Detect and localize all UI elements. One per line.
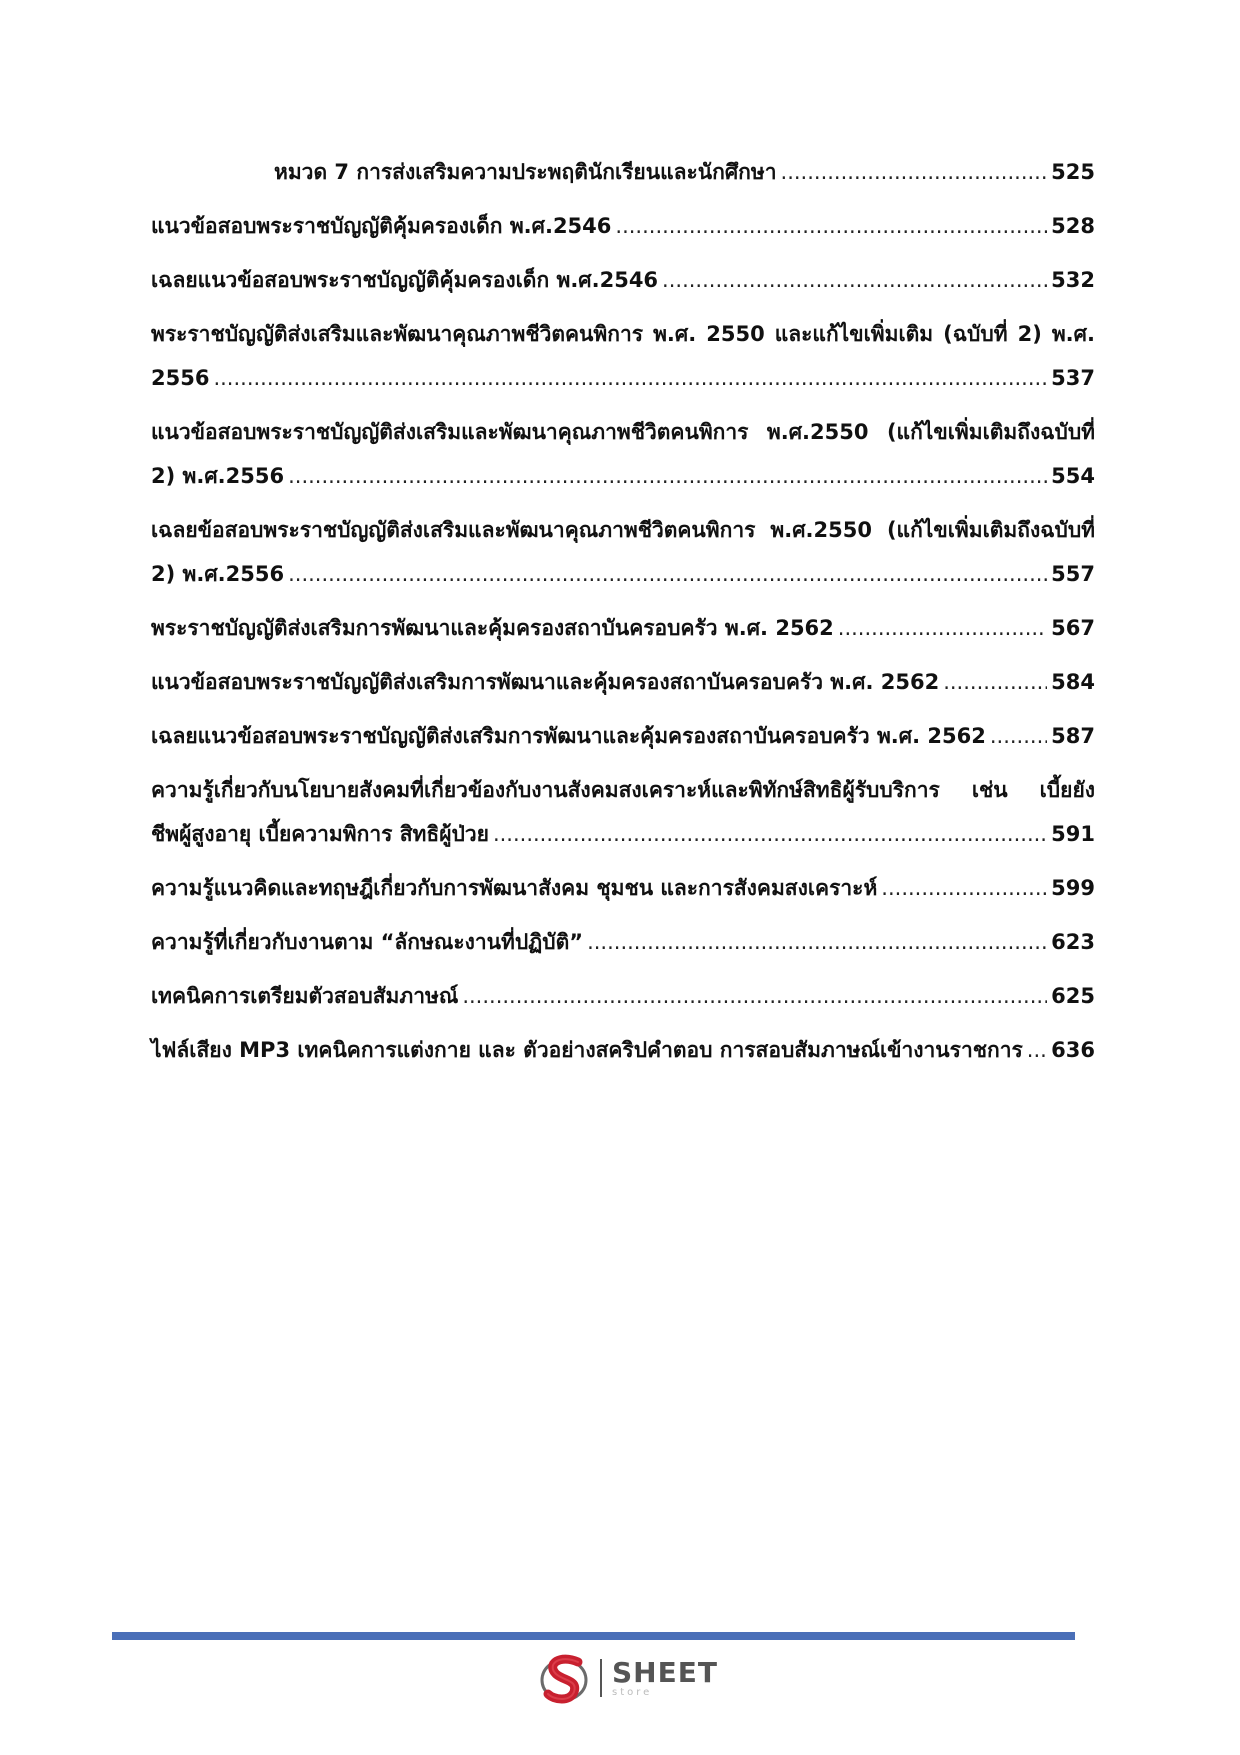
toc-entry[interactable] <box>151 1028 1095 1072</box>
logo-subtext: store <box>612 1686 653 1698</box>
toc-entry[interactable] <box>151 410 1095 498</box>
toc-word: เบี้ยยัง <box>1039 778 1095 802</box>
dot-leader <box>288 454 1047 498</box>
toc-entry-title: พระราชบัญญัติส่งเสริมการพัฒนาและคุ้มครองสถาบันครอบครัว พ.ศ. 2562 <box>151 616 834 640</box>
toc-entry[interactable] <box>151 204 1095 248</box>
dot-leader <box>615 204 1047 248</box>
toc-word: (แก้ไขเพิ่มเติมถึงฉบับที่ <box>886 518 1095 542</box>
toc-page-number: 567 <box>1051 616 1095 640</box>
toc-entry[interactable] <box>151 150 1095 194</box>
toc-entry-title: ไฟล์เสียง MP3 เทคนิคการแต่งกาย และ ตัวอย่างสคริปคำตอบ การสอบสัมภาษณ์เข้างานราชการ <box>151 1038 1023 1062</box>
toc-page-number: 623 <box>1051 930 1095 954</box>
toc-entry-title: เทคนิคการเตรียมตัวสอบสัมภาษณ์ <box>151 984 459 1008</box>
toc-page-number: 636 <box>1051 1038 1095 1062</box>
toc-word: (ฉบับที่ <box>943 322 1008 346</box>
toc-page-number: 537 <box>1051 366 1095 390</box>
toc-word: เช่น <box>971 778 1008 802</box>
table-of-contents <box>151 150 1095 1082</box>
toc-word: พ.ศ.2550 <box>770 518 872 542</box>
toc-entry[interactable] <box>151 660 1095 704</box>
toc-word: ความรู้เกี่ยวกับนโยบายสังคมที่เกี่ยวข้องกับงานสังคมสงเคราะห์และพิทักษ์สิทธิผู้รับบริการ <box>151 778 940 802</box>
toc-entry-title: หมวด 7 การส่งเสริมความประพฤตินักเรียนและนักศึกษา <box>274 160 777 184</box>
toc-word: พระราชบัญญัติส่งเสริมและพัฒนาคุณภาพชีวิตคนพิการ <box>151 322 644 346</box>
toc-entry[interactable] <box>151 606 1095 650</box>
toc-entry[interactable] <box>151 508 1095 596</box>
toc-page-number: 554 <box>1051 464 1095 488</box>
toc-page-number: 528 <box>1051 214 1095 238</box>
dot-leader <box>213 356 1047 400</box>
toc-entry[interactable] <box>151 866 1095 910</box>
dot-leader <box>288 552 1047 596</box>
dot-leader <box>838 606 1047 650</box>
dot-leader <box>1027 1028 1047 1072</box>
toc-entry[interactable] <box>151 258 1095 302</box>
toc-page-number: 532 <box>1051 268 1095 292</box>
toc-entry-title: 2) พ.ศ.2556 <box>151 464 285 488</box>
dot-leader <box>493 812 1047 856</box>
toc-word: 2550 <box>706 322 765 346</box>
toc-page-number: 591 <box>1051 822 1095 846</box>
dot-leader <box>781 150 1048 194</box>
toc-page-number: 525 <box>1051 160 1095 184</box>
toc-entry-title: ความรู้แนวคิดและทฤษฎีเกี่ยวกับการพัฒนาสังคม ชุมชน และการสังคมสงเคราะห์ <box>151 876 878 900</box>
toc-entry-title: 2) พ.ศ.2556 <box>151 562 285 586</box>
dot-leader <box>881 866 1047 910</box>
toc-entry[interactable] <box>151 714 1095 758</box>
toc-entry-title: เฉลยแนวข้อสอบพระราชบัญญัติส่งเสริมการพัฒนาและคุ้มครองสถาบันครอบครัว พ.ศ. 2562 <box>151 724 986 748</box>
toc-word: และแก้ไขเพิ่มเติม <box>774 322 934 346</box>
toc-entry[interactable] <box>151 768 1095 856</box>
toc-word: เฉลยข้อสอบพระราชบัญญัติส่งเสริมและพัฒนาคุณภาพชีวิตคนพิการ <box>151 518 756 542</box>
dot-leader <box>587 920 1047 964</box>
toc-page-number: 557 <box>1051 562 1095 586</box>
toc-page-number: 584 <box>1051 670 1095 694</box>
footer-rule <box>112 1632 1075 1640</box>
toc-page-number: 587 <box>1051 724 1095 748</box>
toc-word: (แก้ไขเพิ่มเติมถึงฉบับที่ <box>886 420 1095 444</box>
logo-wordmark: SHEET <box>612 1655 718 1689</box>
toc-entry-title: 2556 <box>151 366 210 390</box>
toc-word: 2) <box>1017 322 1042 346</box>
toc-entry[interactable] <box>151 974 1095 1018</box>
dot-leader <box>990 714 1047 758</box>
toc-entry-title: แนวข้อสอบพระราชบัญญัติคุ้มครองเด็ก พ.ศ.2546 <box>151 214 612 238</box>
toc-page-number: 599 <box>1051 876 1095 900</box>
toc-entry-line <box>151 508 1095 552</box>
toc-entry-line <box>151 410 1095 454</box>
toc-entry-title: ความรู้ที่เกี่ยวกับงานตาม “ลักษณะงานที่ปฏิบัติ” <box>151 930 584 954</box>
toc-entry-line <box>151 768 1095 812</box>
dot-leader <box>662 258 1047 302</box>
logo-divider <box>600 1659 602 1697</box>
sheet-store-s-icon <box>540 1650 592 1706</box>
toc-entry-title: ชีพผู้สูงอายุ เบี้ยความพิการ สิทธิผู้ป่วย <box>151 822 489 846</box>
toc-entry-title: แนวข้อสอบพระราชบัญญัติส่งเสริมการพัฒนาและคุ้มครองสถาบันครอบครัว พ.ศ. 2562 <box>151 670 940 694</box>
toc-entry[interactable] <box>151 920 1095 964</box>
toc-entry-title: เฉลยแนวข้อสอบพระราชบัญญัติคุ้มครองเด็ก พ.ศ.2546 <box>151 268 659 292</box>
dot-leader <box>462 974 1047 1018</box>
toc-page-number: 625 <box>1051 984 1095 1008</box>
toc-entry-line <box>151 312 1095 356</box>
sheet-store-logo <box>540 1648 718 1708</box>
toc-word: พ.ศ. <box>1051 322 1095 346</box>
toc-word: แนวข้อสอบพระราชบัญญัติส่งเสริมและพัฒนาคุณภาพชีวิตคนพิการ <box>151 420 749 444</box>
toc-entry[interactable] <box>151 312 1095 400</box>
toc-word: พ.ศ.2550 <box>766 420 869 444</box>
toc-word: พ.ศ. <box>653 322 697 346</box>
dot-leader <box>943 660 1047 704</box>
